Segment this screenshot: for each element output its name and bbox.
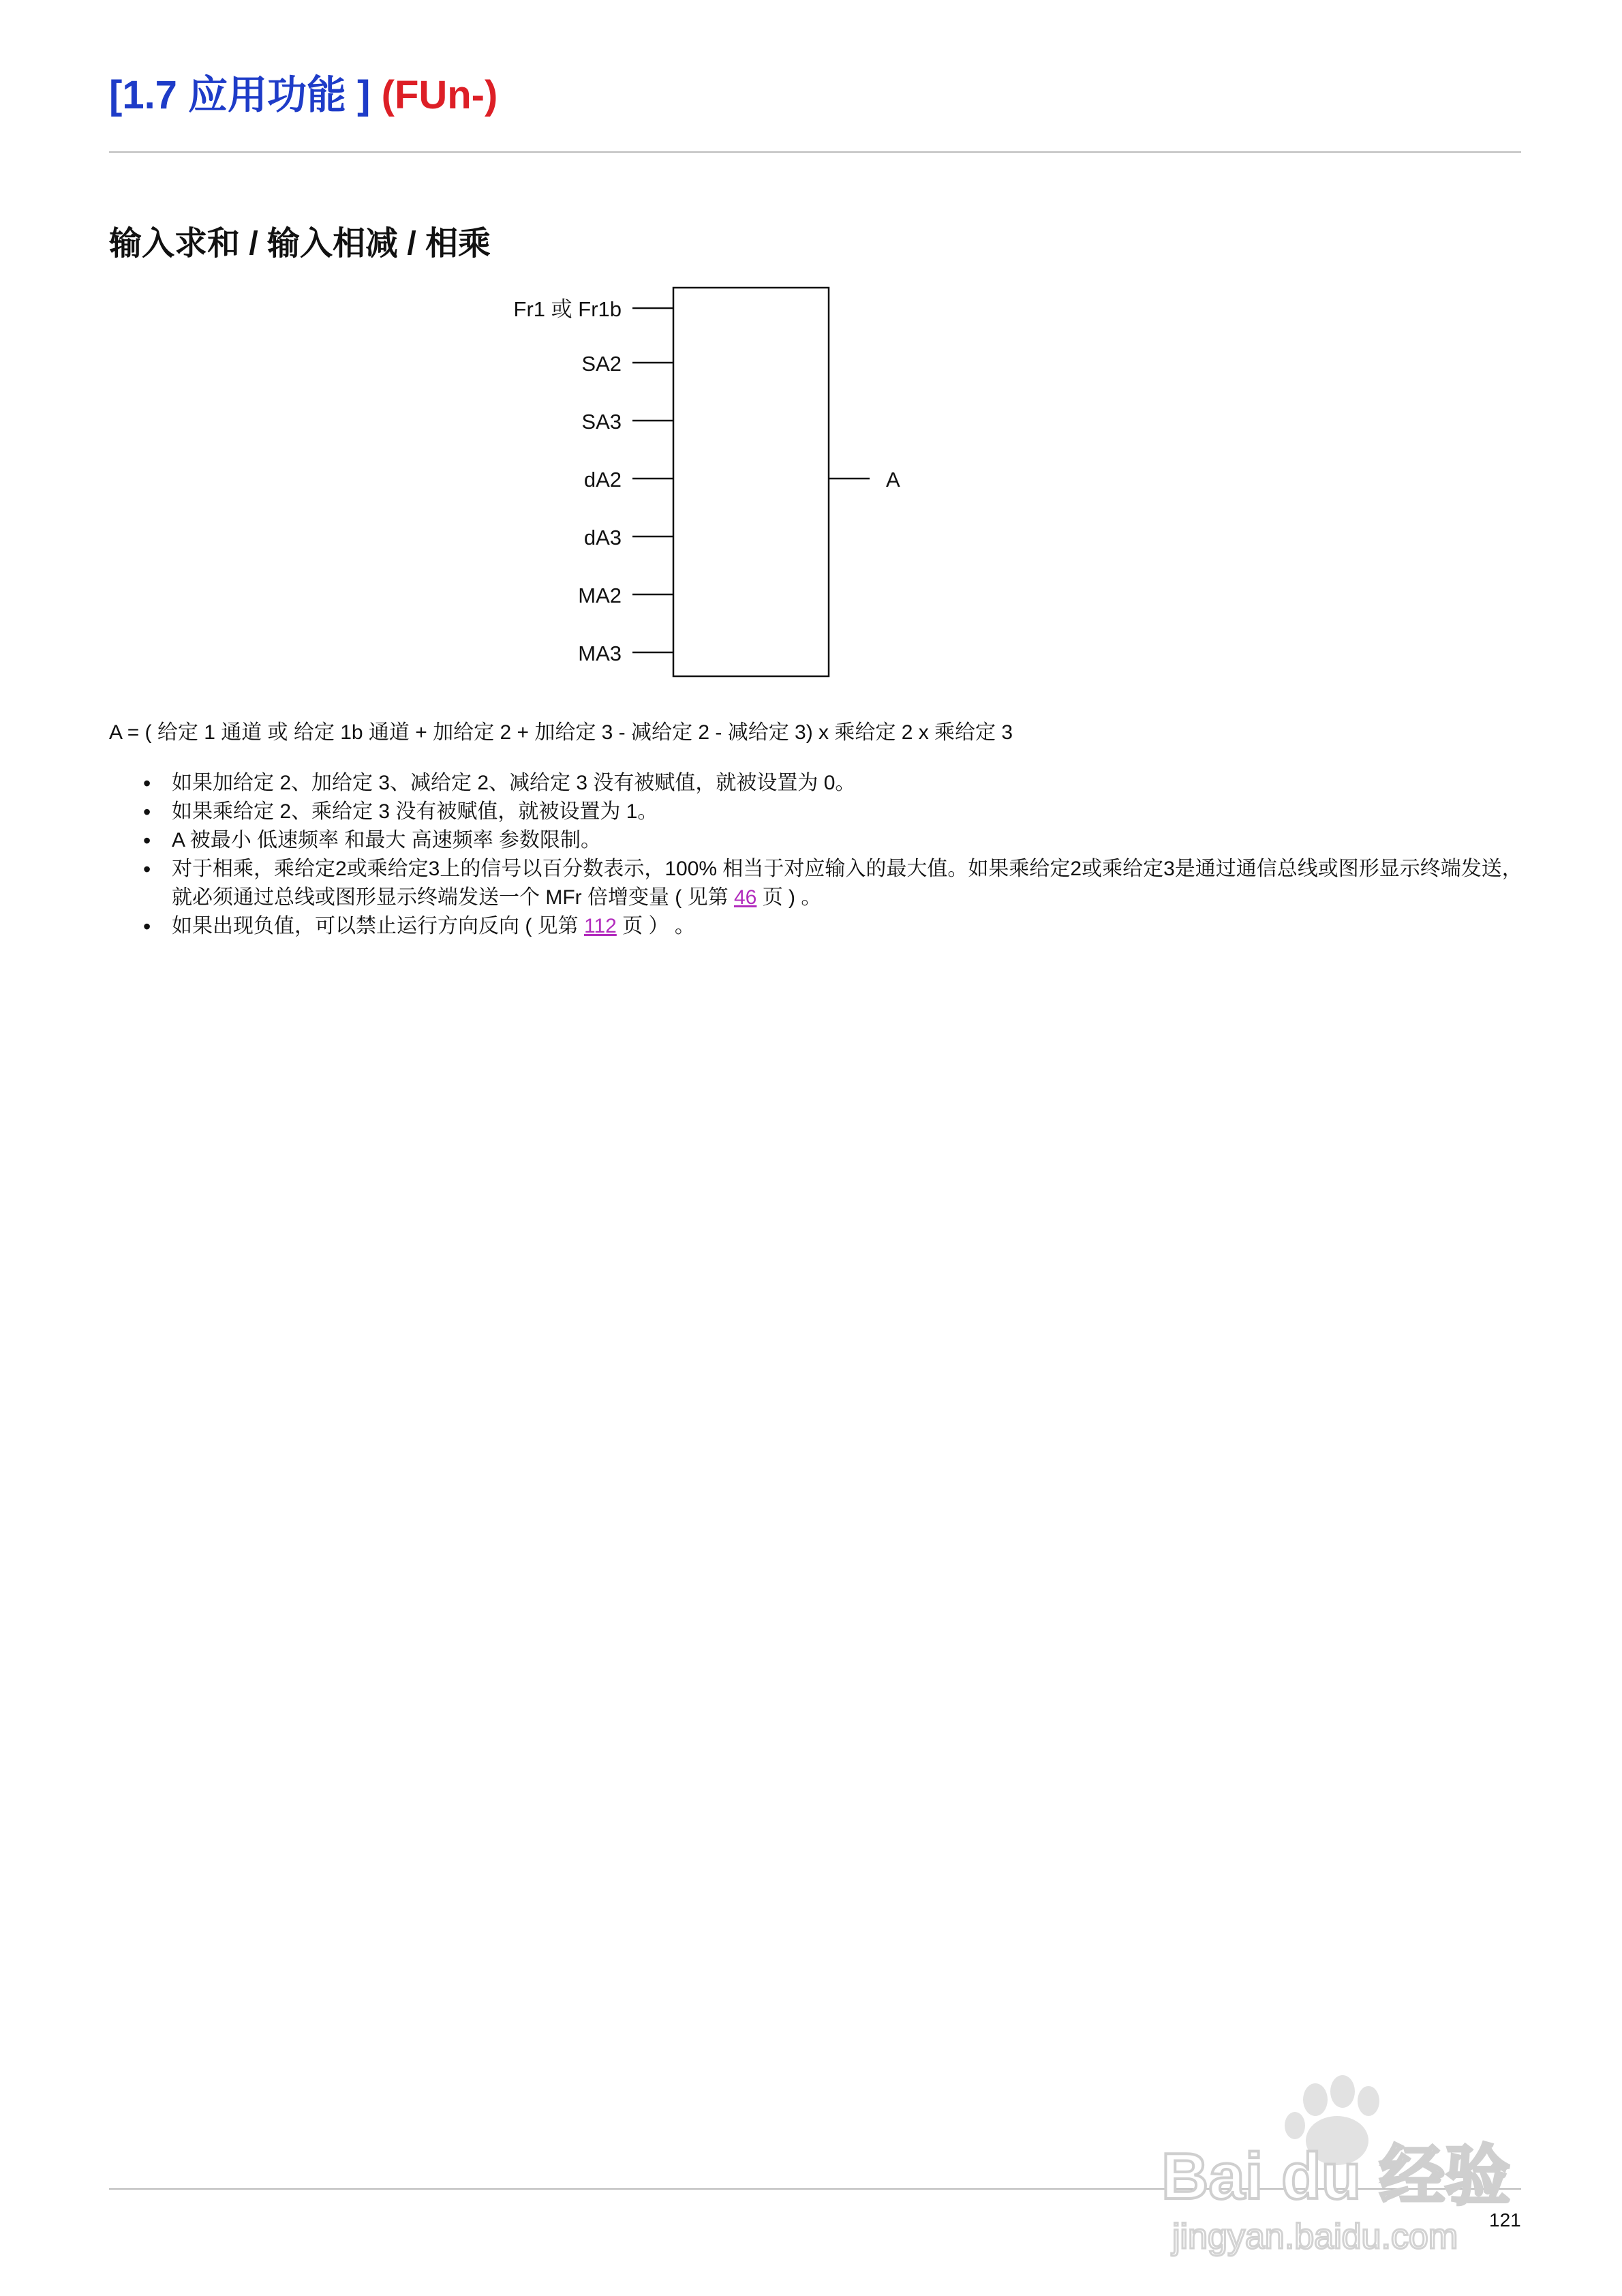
diagram-inputs [514, 297, 673, 665]
input-ma2 [578, 584, 673, 607]
input-label: SA3 [581, 410, 622, 434]
note-text: 页 ） 。 [616, 915, 695, 937]
input-label: MA3 [578, 641, 622, 665]
function-block [673, 288, 829, 676]
note-text: 如果出现负值，可以禁止运行方向反向 ( 见第 [172, 915, 584, 937]
note-text: A 被最小 低速频率 和最大 高速频率 参数限制。 [172, 829, 602, 851]
list-item [136, 855, 1527, 912]
input-da3 [584, 526, 673, 549]
output-a [829, 468, 900, 492]
note-text: 如果加给定 2、加给定 3、减给定 2、减给定 3 没有被赋值，就被设置为 0。 [172, 772, 856, 794]
baidu-watermark [1159, 2066, 1540, 2270]
input-label: dA2 [583, 468, 622, 492]
section-title: [1.7 应用功能 ] [109, 73, 371, 117]
block-diagram [477, 273, 954, 695]
input-ma3 [578, 641, 673, 665]
list-item [136, 769, 1527, 798]
input-label: MA2 [578, 584, 622, 607]
list-item [136, 798, 1527, 826]
page-link-46[interactable]: 46 [733, 886, 757, 909]
page-header [109, 63, 498, 120]
input-sa3 [581, 410, 673, 434]
note-text: 页 ) 。 [756, 886, 822, 909]
input-label: dA3 [583, 526, 622, 549]
watermark-brand: Bai du 经验 [1161, 2140, 1511, 2213]
page-link-112[interactable]: 112 [584, 915, 617, 937]
header-divider [109, 151, 1521, 153]
page-number: 121 [1489, 2209, 1521, 2231]
formula: A = ( 给定 1 通道 或 给定 1b 通道 + 加给定 2 + 加给定 3 - 减给定 2 - 减给定 3) x 乘给定 2 x 乘给定 3 [109, 721, 1013, 744]
input-fr1 [514, 297, 673, 321]
input-label: SA2 [581, 352, 622, 376]
output-label: A [886, 468, 900, 492]
page-title: 输入求和 / 输入相减 / 相乘 [109, 226, 491, 262]
input-da2 [584, 468, 673, 492]
list-item [136, 912, 1527, 941]
watermark-url: jingyan.baidu.com [1172, 2217, 1458, 2256]
note-text: 如果乘给定 2、乘给定 3 没有被赋值，就被设置为 1。 [172, 800, 658, 823]
note-text: 对于相乘，乘给定2或乘给定3上的信号以百分数表示，100% 相当于对应输入的最大值。如果乘给定2或乘给定3是通过通信总线或图形显示终端发送，就必须通过总线或图形显示终端发送一个 MFr 倍增变量 ( 见第 [172, 858, 1522, 909]
notes-list [136, 769, 1527, 941]
input-label: Fr1 或 Fr1b [513, 297, 622, 321]
input-sa2 [581, 352, 673, 376]
list-item [136, 826, 1527, 855]
section-code: (FUn-) [381, 73, 498, 117]
